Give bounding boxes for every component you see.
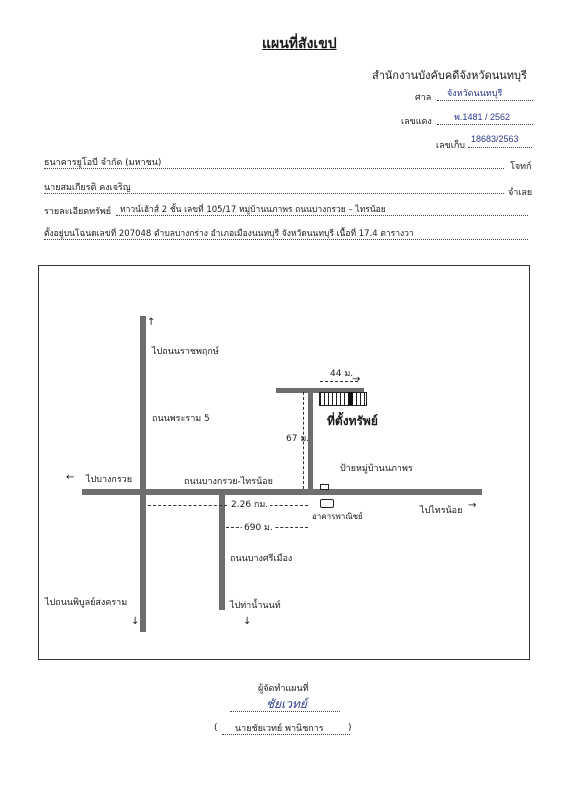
arrow-right-icon: → [352,374,361,385]
property-detail-label: รายละเอียดทรัพย์ [44,207,112,217]
road-phra-ram5 [140,316,146,632]
arrow-left-icon: ← [66,472,75,483]
label-to-sai-noi: ไปไทรน้อย [420,506,463,516]
page-title: แผนที่สังเขป [262,36,337,52]
signature-dotline [230,711,340,712]
label-property-site: ที่ตั้งทรัพย์ [327,414,378,428]
dist-44: 44 ม. [330,369,354,379]
arrow-down-icon: ↓ [243,616,252,627]
village-sign-icon [320,484,329,490]
label-bangkruai-sainoi: ถนนบางกรวย-ไทรน้อย [184,477,273,487]
court-label: ศาล [415,93,432,103]
storage-no-value: 18683/2563 [471,134,519,144]
townhouse-block [319,392,367,406]
defendant-dotline [44,193,504,194]
road-bangkruai-sainoi [82,489,482,495]
maker-label: ผู้จัดทำแผนที่ [258,684,309,694]
maker-name-dotline [222,734,350,735]
label-to-bang-kruai: ไปบางกรวย [86,475,133,485]
road-bang-si-mueang [219,492,225,610]
plaintiff-label: โจทก์ [510,162,532,172]
signature: ชัยเวทย์ [266,697,307,711]
property-dotline [116,215,528,216]
dist-67: 67 ม. [286,434,310,444]
label-to-tha-nam-non: ไปท่าน้ำนนท์ [230,601,281,611]
arrow-right-icon: → [468,500,477,511]
storage-no-dotline [468,147,532,148]
red-no-label: เลขแดง [401,117,432,127]
label-to-ratchaphruek: ไปถนนราชพฤกษ์ [152,347,219,357]
label-village-sign: ป้ายหมู่บ้านนภาพร [340,464,413,474]
paren-open: ( [214,723,218,733]
dist-226: 2.26 กม. [229,497,270,511]
commercial-building-icon [320,499,334,508]
label-phra-ram5: ถนนพระราม 5 [152,414,210,424]
plaintiff-name: ธนาคารยูโอบี จำกัด (มหาชน) [44,158,162,168]
maker-name: นายชัยเวทย์ พานิชการ [235,724,324,734]
dist-226-line [148,505,308,506]
storage-no-label: เลขเก็บ [436,141,465,151]
plaintiff-dotline [44,168,504,169]
office-name: สำนักงานบังคับคดีจังหวัดนนทบุรี [372,69,527,82]
court-dotline [437,100,533,101]
location-dotline [44,239,528,240]
label-commercial-building: อาคารพาณิชย์ [312,512,363,521]
arrow-up-icon: ↑ [147,317,156,328]
label-bang-si-mueang: ถนนบางศรีเมือง [230,554,293,564]
red-no-dotline [437,124,533,125]
dist-690: 690 ม. [242,520,275,534]
court-value: จังหวัดนนทบุรี [447,88,503,98]
defendant-label: จำเลย [508,188,533,198]
property-marker [348,392,353,405]
property-location: ตั้งอยู่บนโฉนดเลขที่ 207048 ตำบลบางกร่าง อำเภอเมืองนนทบุรี จังหวัดนนทบุรี เนื้อที่ 17.4 ตารางวา [44,229,414,239]
arrow-down-icon: ↓ [131,616,140,627]
red-no-value: พ.1481 / 2562 [454,112,510,122]
property-detail-value: ทาวน์เฮ้าส์ 2 ชั้น เลขที่ 105/17 หมู่บ้านนภาพร ถนนบางกรวย – ไทรน้อย [120,205,386,215]
defendant-name: นายสมเกียรติ คงเจริญ [44,183,131,193]
paren-close: ) [348,723,352,733]
label-to-phibun: ไปถนนพิบูลย์สงคราม [45,598,128,608]
